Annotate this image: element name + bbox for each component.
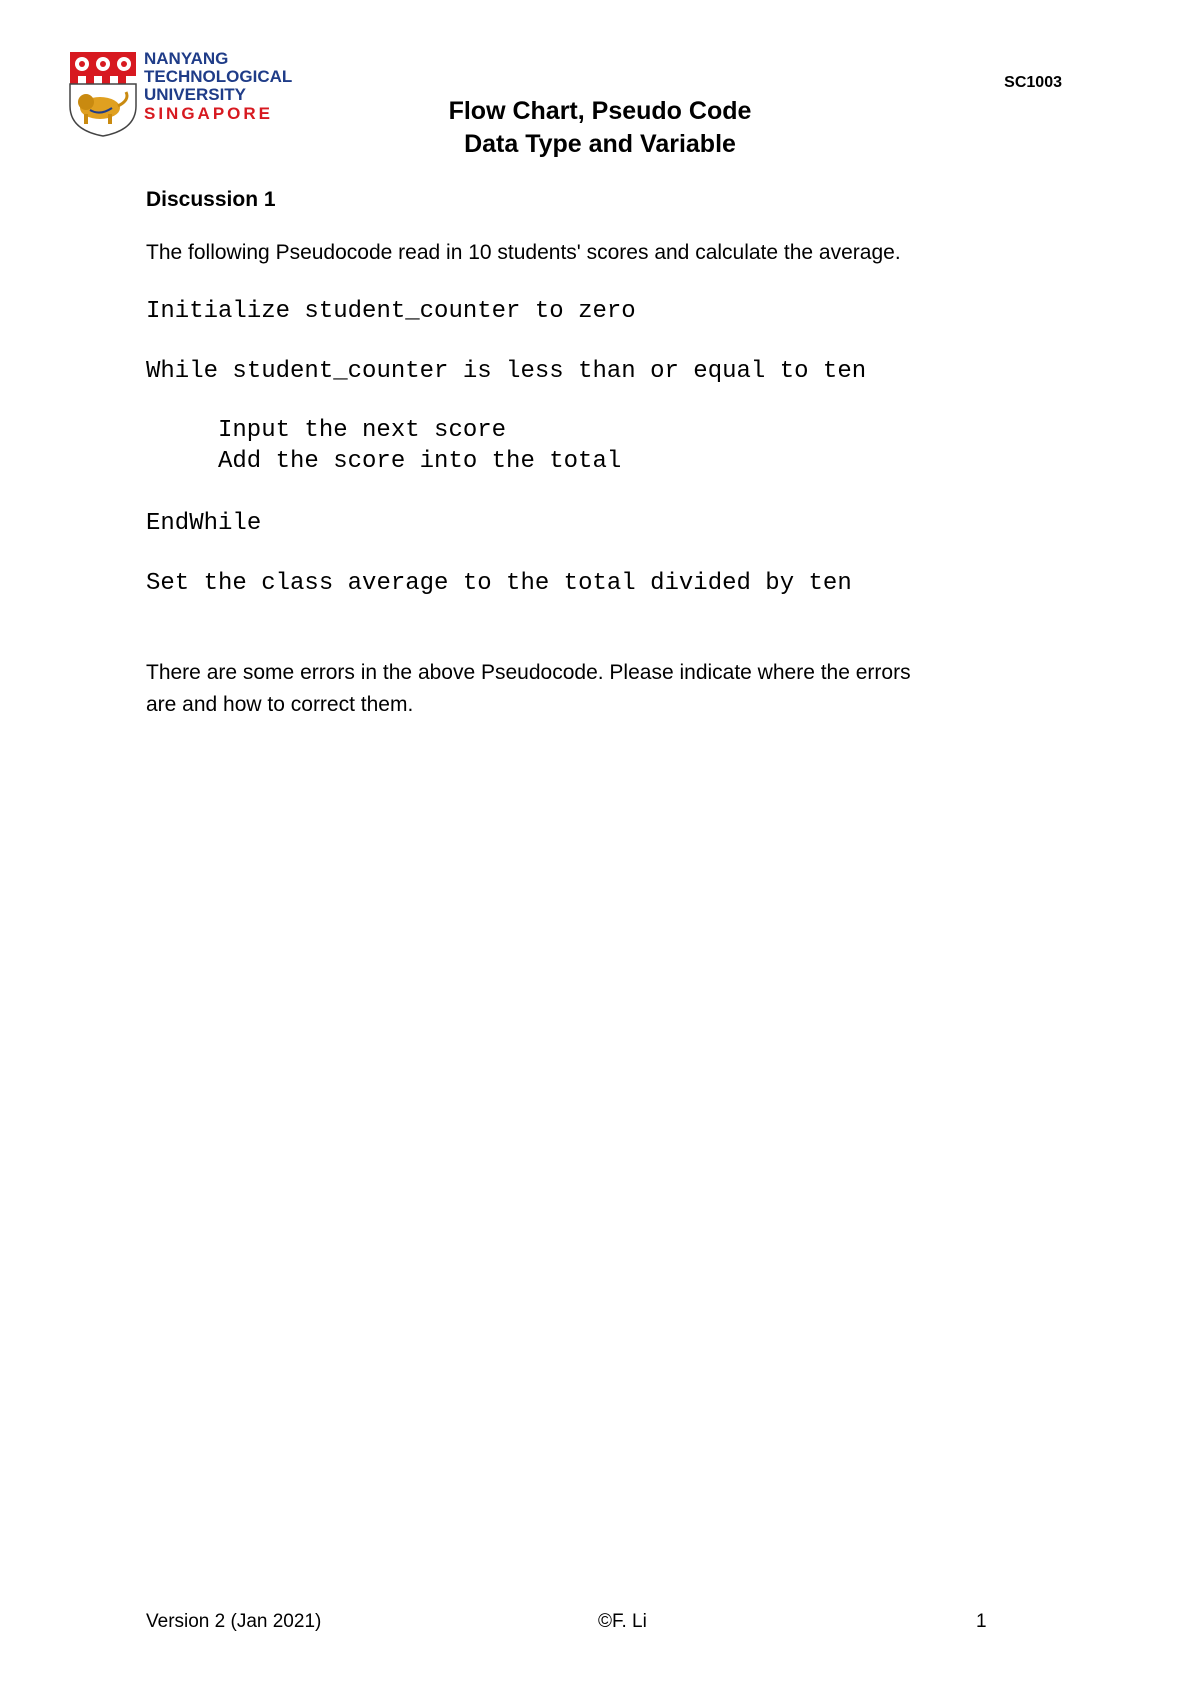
logo-line-university: UNIVERSITY: [144, 85, 247, 104]
closing-line-1: There are some errors in the above Pseudocode. Please indicate where the errors: [146, 661, 911, 684]
document-title-line-1: Flow Chart, Pseudo Code: [448, 97, 752, 125]
footer-version: Version 2 (Jan 2021): [146, 1611, 322, 1632]
pseudocode-line: Input the next score: [218, 417, 507, 444]
logo-line-singapore: SINGAPORE: [144, 104, 274, 123]
course-code: SC1003: [1004, 74, 1062, 91]
document-title-line-2: Data Type and Variable: [464, 130, 736, 158]
closing-line-2: are and how to correct them.: [146, 693, 414, 716]
logo-line-nanyang: NANYANG: [144, 49, 229, 68]
pseudocode-line: Add the score into the total: [218, 448, 622, 475]
intro-paragraph: The following Pseudocode read in 10 students' scores and calculate the average.: [146, 241, 901, 264]
pseudocode-line: EndWhile: [146, 510, 262, 537]
pseudocode-line: Set the class average to the total divided by ten: [146, 570, 852, 597]
pseudocode-line: Initialize student_counter to zero: [146, 298, 636, 325]
footer-copyright: ©F. Li: [598, 1611, 647, 1632]
ntu-logo: [68, 50, 308, 142]
pseudocode-line: While student_counter is less than or equal to ten: [146, 358, 867, 385]
footer-page-number: 1: [976, 1611, 987, 1632]
logo-line-technological: TECHNOLOGICAL: [144, 67, 293, 86]
closing-paragraph: [146, 657, 1066, 721]
section-heading: Discussion 1: [146, 188, 276, 211]
